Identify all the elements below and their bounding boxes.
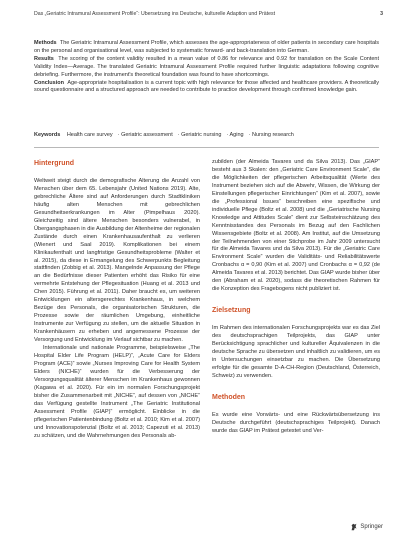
- keyword-item: Geriatric nursing: [181, 132, 222, 138]
- abstract-conclusion: [34, 80, 379, 96]
- keyword-item: Health care survey: [66, 132, 113, 138]
- abstract-results-text: The scoring of the content validity resulted in a mean value of 0.86 for relevance and 0.92 for translation on the Scale Content Validity Index—Average. The translated Geriatric Intramural Assessment Profile required further linguistic adaptations following cognitive debriefing. Furthermore, the instrument's theoretical foundation was found to have shortcomings.: [34, 55, 379, 78]
- english-abstract: [34, 40, 379, 95]
- left-column: [34, 159, 200, 440]
- body-paragraph: Weltweit steigt durch die demografische Alterung die Anzahl von Menschen über dem 65. Lebensjahr (United Nations 2019). Alte, gebrechliche Ältere sind auf Anforderungen durch Stadtkliniken häufig alten Menschen mit gebrechlichen Gesundheitserkrankungen im Alter (Pimpelhaus 2020). Gleichzeitig sind ältere Menschen besonders vulnerabel, in Übergangsphasen in die Ausbildung der Altenheime der regionalen Zustände durch einen Krankenhausaufenthalt zu verlieren (Wienert und Saal 2019). Komplikationen bei einem Klinikaufenthalt und langfristige Gesundheitsprobleme (Walter et al. 2015), da diese in Ermangelung des Schwerpunkts Begleitung stattfinden (Zobbig et al. 2013). Mangelnde Anpassung der Pflege an die Bedürfnisse dieser Patienten erhöht das Risiko für eine vermehrte Entstehung der Pflegesituation (Huang et al. 2013 und Chen 2015). Führung et al. 2011). Daher braucht es, um weiteren Entwicklungen ein altersgerechtes Krankenhaus, in welchem Bezüge des Personals, die organisatorischen Strukturen, die Prozesse sowie der räumlichen Umgebung, einheitliche Instrumente zur Verfügung zu stellen, um die aktuelle Situation in Krankenhäusern zu erheben und angemessene Prozesse der Versorgung und Entwicklung im Verlauf sichtbar zu machen.: [34, 178, 200, 344]
- section-divider: [34, 147, 379, 148]
- body-paragraph: Internationale und nationale Programme, beispielsweise „The Hospital Elder Life Program (HELP)“, „Acute Care for Elders Program (ACE)“ sowie „Nurses Improving Care for Health System Elders (NICHE)“ wurden für die Verbesserung der Versorgungsqualität älterer Menschen im Krankenhaus gewonnen (Kagawa et al. 2020). Für ein im normalen Forschungsprojekt bisher die Zusammenarbeit mit „NICHE“, auf dessen von „NICHE“ das Verfügung gestellte Instrument „The Geriatric Institutional Assessment Profile (GIAP)“ ermöglicht. Einblicke in die pflegerischen Patientenbindung (Boltz et al. 2010; Kim et al. 2007) und Innovationspotenzial (Boltz et al. 2013; Capezuti et al. 2013) zu schätzen, und die Wahrnehmungen des Personals ab-: [34, 345, 200, 439]
- publisher-name: Springer: [360, 524, 383, 530]
- page-number: 3: [380, 11, 383, 17]
- abstract-results-label: Results: [34, 55, 54, 62]
- abstract-results: [34, 56, 379, 80]
- abstract-methods-label: Methods: [34, 40, 57, 46]
- section-heading-methoden: Methoden: [212, 393, 246, 401]
- publisher-logo: [350, 523, 383, 531]
- keyword-item: Geriatric assessment: [121, 132, 173, 138]
- running-head: [34, 11, 383, 21]
- right-column: [212, 159, 380, 436]
- section-heading-hintergrund: Hintergrund: [34, 160, 75, 167]
- keywords-label: Keywords: [34, 132, 61, 138]
- horse-logo-icon: [350, 523, 358, 531]
- body-paragraph: zubilden (der Almeida Tavares und da Silva 2013). Das „GIAP“ besteht aus 3 Skalen: den „Geriatric Care Environment Scale“, die die Möglichkeiten der pflegerischen Arbeitsqualität (Werte des Instrument beziehen sich auf die Abwehr, Wissen, die Wirkung der Einstellungen pflegerischer Einrichtungen“ (Kim et al. 2007), sowie die „Professional Issues“ beschreiben eine spezifische und individuelle Pflege (Boltz et al. 2008) und die „Geriatrische Nursing Knowledge and Attitudes Scale“ dient zur Selbsteinschätzung des Kenntnisstandes des Personals im Bezug auf den Fachlichen Wissensgebiete (Boltz et al. 2008). Am Institut, auf die Umsetzung der Teilnehmenden von einer Stichprobe im Jahr 2009 untersucht für die Almeida Tavares und da Silva 2013). Für die „Geriatric Care Environment Scale“ wurden die Validitäts- und Reliabilitätswerte Cronbachs α = 0,90 (Kim et al. 2007) und Cronbachs α = 0,92 (de Almeida Tavares et al. 2013) berichtet. Das GIAP wurde bisher über den (Abraham et al. 2020), sodass die theoretischen Rahmen für die Konzeption des Fragebogens nicht publiziert ist.: [212, 159, 381, 293]
- section-heading-zielsetzung: Zielsetzung: [212, 307, 251, 315]
- keyword-item: Nursing research: [251, 132, 294, 138]
- body-paragraph: Es wurde eine Vorwärts- und eine Rückwärtsübersetzung ins Deutsche durchgeführt (deutschsprachiges Teilprojekt). Danach wurde das GIAP im Prätest getestet und Ver-: [212, 411, 380, 434]
- abstract-methods-text: The Geriatric Intramural Assessment Profile, which assesses the age-appropriateness of older patients in secondary care hospitals on the personal and organisational level, was subjected to systematic forward- and back-translation into German.: [34, 40, 379, 54]
- abstract-conclusion-label: Conclusion: [34, 79, 64, 86]
- body-paragraph: Im Rahmen des internationalen Forschungsprojekts war es das Ziel des deutschsprachigen Teilprojekts, das GIAP unter Berücksichtigung sprachlicher und kultureller Äquivalenzen in die deutsche Sprache zu übersetzen und inhaltlich zu validieren, um es in Untersuchungen einsetzbar zu machen. Die Übersetzung erfolgte für die gesamte D-A-CH-Region (Deutschland, Österreich, Schweiz) zu verwenden.: [212, 325, 380, 379]
- keywords-line: Keywords Health care survey · Geriatric assessment · Geriatric nursing · Aging · Nursing research: [34, 132, 294, 138]
- keyword-item: Aging: [229, 132, 244, 138]
- abstract-conclusion-text: Age-appropriate hospitalisation is a current topic with high relevance for those affected and healthcare providers. A theoretically sound questionnaire and a structured approach are needed to contribute to practice development through confirmed knowledge gain.: [34, 79, 379, 94]
- abstract-methods: [34, 40, 379, 56]
- running-head-title: Das „Geriatric Intramural Assessment Profile“: Übersetzung ins Deutsche, kulturelle Adaption und Prätest: [34, 11, 276, 17]
